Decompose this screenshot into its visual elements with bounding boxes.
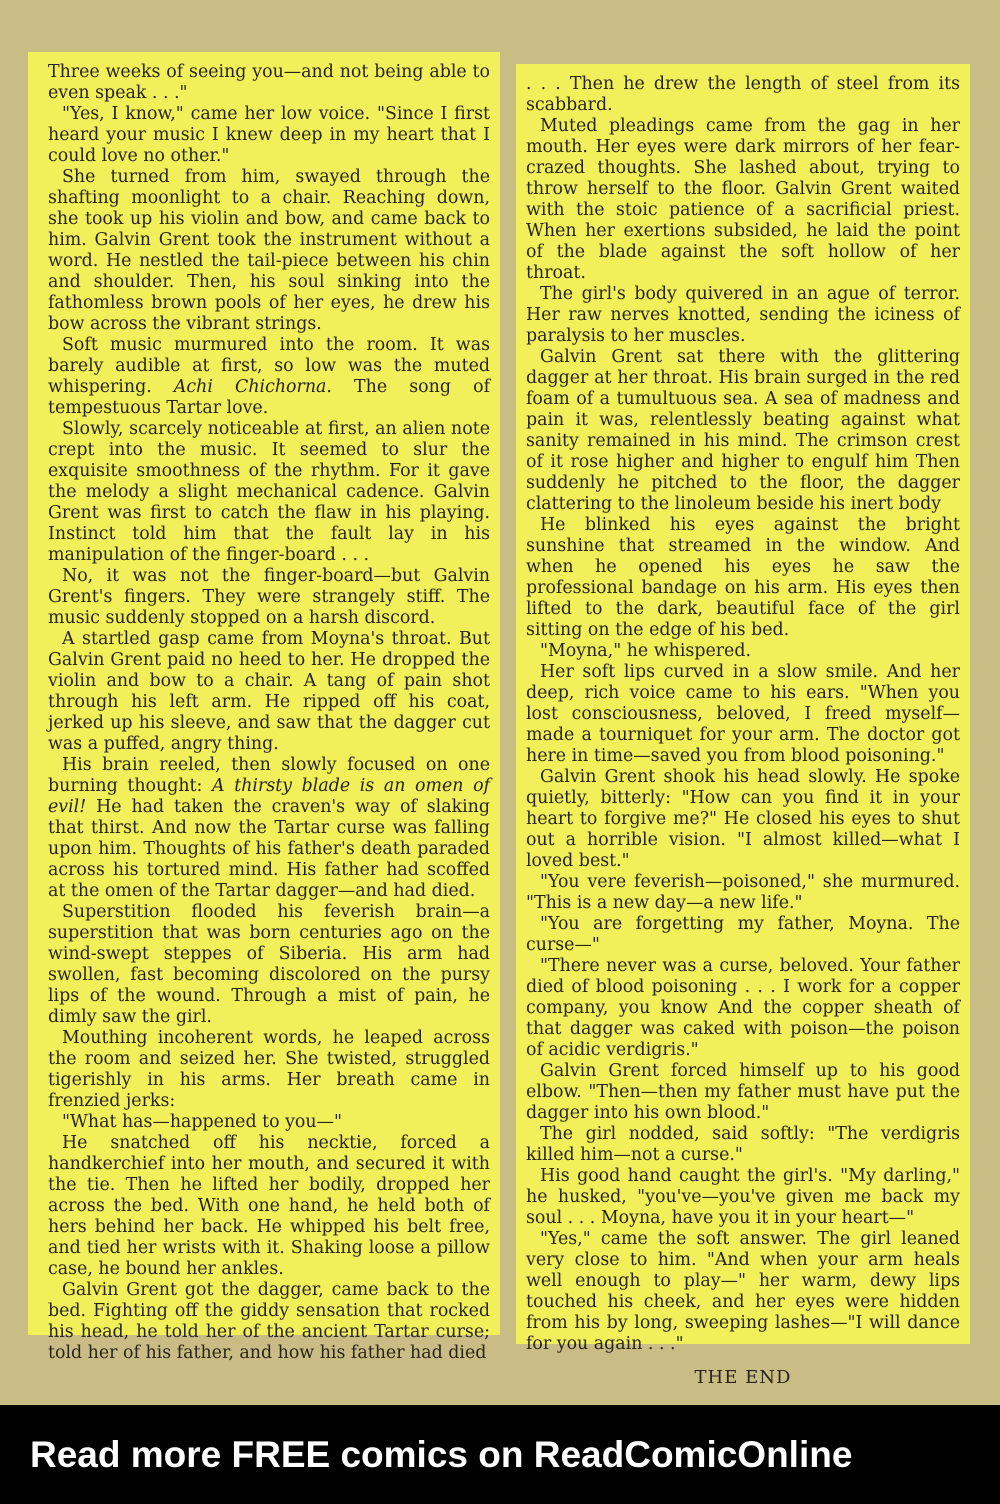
paragraph: . . . Then he drew the length of steel from its scabbard. — [526, 74, 960, 115]
paragraph: Mouthing incoherent words, he leaped across the room and seized her. She twisted, struggled tigerishly in his arms. Her breath came in frenzied jerks: — [48, 1028, 490, 1111]
paragraph: He blinked his eyes against the bright sunshine that streamed in the window. And when he opened his eyes he saw the professional bandage on his arm. His eyes then lifted to the dark, beautiful face of the girl sitting on the edge of his bed. — [526, 515, 960, 640]
paragraph — [48, 755, 490, 902]
paragraph: Three weeks of seeing you—and not being able to even speak . . ." — [48, 62, 490, 103]
paragraph: Her soft lips curved in a slow smile. And her deep, rich voice came to his ears. "When you lost consciousness, beloved, I freed myself—made a tourniquet for your arm. The doctor got here in time—saved you from blood poisoning." — [526, 662, 960, 766]
paragraph-text: The song of tempestuous Tartar love. — [48, 377, 491, 418]
paragraph: "What has—happened to you—" — [62, 1112, 342, 1132]
promo-banner-text[interactable]: Read more FREE comics on ReadComicOnline — [30, 1434, 853, 1475]
paragraph: Slowly, scarcely noticeable at first, an alien note crept into the music. It seemed to slur the exquisite smoothness of the rhythm. For it gave the melody a slight mechanical cadence. Galvin Grent was first to catch the flaw in his playing. Instinct told him that the fault lay in his manipulation of the finger-board . . . — [48, 419, 490, 565]
paragraph: "Yes," came the soft answer. The girl leaned very close to him. "And when your arm heals well enough to play—" her warm, dewy lips touched his cheek, and her eyes were hidden from his by long, sweeping lashes—"I will dance for you again . . ." — [526, 1229, 960, 1354]
paragraph: A startled gasp came from Moyna's throat. But Galvin Grent paid no heed to her. He dropped the violin and bow to a chair. A tang of pain shot through his left arm. He ripped off his coat, jerked up his sleeve, and saw that the dagger cut was a puffed, angry thing. — [48, 629, 490, 754]
paragraph: Muted pleadings came from the gag in her mouth. Her eyes were dark mirrors of her fear-crazed thoughts. She lashed about, trying to throw herself to the floor. Galvin Grent waited with the stoic patience of a sacrificial priest. When her exertions subsided, he laid the point of the blade against the soft hollow of her throat. — [526, 116, 960, 283]
paragraph-text: Soft music murmured into the room. It was barely audible at first, so low was the muted whispering. — [48, 335, 490, 397]
paragraph: The girl nodded, said softly: "The verdigris killed him—not a curse." — [526, 1124, 960, 1165]
promo-banner[interactable] — [0, 1405, 1000, 1504]
paragraph: "Moyna," he whispered. — [540, 641, 752, 661]
song-title: Achi Chichorna. — [173, 377, 332, 397]
paragraph: "You vere feverish—poisoned," she murmured. "This is a new day—a new life." — [526, 872, 960, 913]
paragraph: Galvin Grent sat there with the glittering dagger at her throat. His brain surged in the red foam of a tumultuous sea. A sea of madness and pain it was, relentlessly beating against what sanity remained in his mind. The crimson crest of it rose higher and higher to engulf him Then suddenly he pitched to the floor, the dagger clattering to the linoleum beside his inert body — [526, 347, 960, 514]
story-column-right — [516, 64, 970, 1388]
paragraph: Superstition flooded his feverish brain—a superstition that was born centuries ago on the wind-swept steppes of Siberia. His arm had swollen, fast becoming discolored on the pursy lips of the wound. Through a mist of pain, he dimly saw the girl. — [48, 902, 490, 1027]
paragraph: She turned from him, swayed through the shafting moonlight to a chair. Reaching down, she took up his violin and bow, and came back to him. Galvin Grent took the instrument without a word. He nestled the tail-piece between his chin and shoulder. Then, his soul sinking into the fathomless brown pools of her eyes, he drew his bow across the vibrant strings. — [48, 167, 490, 334]
the-end-label: THE END — [694, 1367, 792, 1388]
paragraph: "There never was a curse, beloved. Your father died of blood poisoning . . . I work for a copper company, you know And the copper sheath of that dagger was caked with poison—the poison of acidic verdigris." — [526, 956, 960, 1060]
paragraph: The girl's body quivered in an ague of terror. Her raw nerves knotted, sending the iciness of paralysis to her muscles. — [526, 284, 960, 346]
omen-quote: A thirsty blade is an omen of evil! — [48, 776, 490, 817]
story-column-left — [28, 52, 500, 1363]
paragraph: Galvin Grent shook his head slowly. He spoke quietly, bitterly: "How can you find it in your heart to forgive me?" He closed his eyes to shut out a horrible vision. "I almost killed—what I loved best." — [526, 767, 960, 871]
paragraph: He snatched off his necktie, forced a handkerchief into her mouth, and secured it with the tie. Then he lifted her bodily, dropped her across the bed. With one hand, he held both of hers behind her back. He whipped his belt free, and tied her wrists with it. Shaking loose a pillow case, he bound her ankles. — [48, 1133, 490, 1279]
paragraph: No, it was not the finger-board—but Galvin Grent's fingers. They were strangely stiff. The music suddenly stopped on a harsh discord. — [48, 566, 490, 628]
paragraph-text: He had taken the craven's way of slaking that thirst. And now the Tartar curse was falling upon him. Thoughts of his father's death paraded across his tortured mind. His father had scoffed at the omen of the Tartar dagger—and had died. — [48, 797, 491, 901]
paragraph-text: His brain reeled, then slowly focused on one burning thought: — [48, 755, 490, 796]
paragraph: "Yes, I know," came her low voice. "Since I first heard your music I knew deep in my heart that I could love no other." — [48, 104, 490, 166]
paragraph: "You are forgetting my father, Moyna. The curse—" — [526, 914, 960, 955]
paragraph: Galvin Grent forced himself up to his good elbow. "Then—then my father must have put the dagger into his own blood." — [526, 1061, 960, 1123]
paragraph — [48, 335, 490, 419]
paragraph: Galvin Grent got the dagger, came back to the bed. Fighting off the giddy sensation that rocked his head, he told her of the ancient Tartar curse; told her of his father, and how his father had died — [48, 1280, 490, 1363]
paragraph: His good hand caught the girl's. "My darling," he husked, "you've—you've given me back my soul . . . Moyna, have you it in your heart—" — [526, 1166, 960, 1228]
